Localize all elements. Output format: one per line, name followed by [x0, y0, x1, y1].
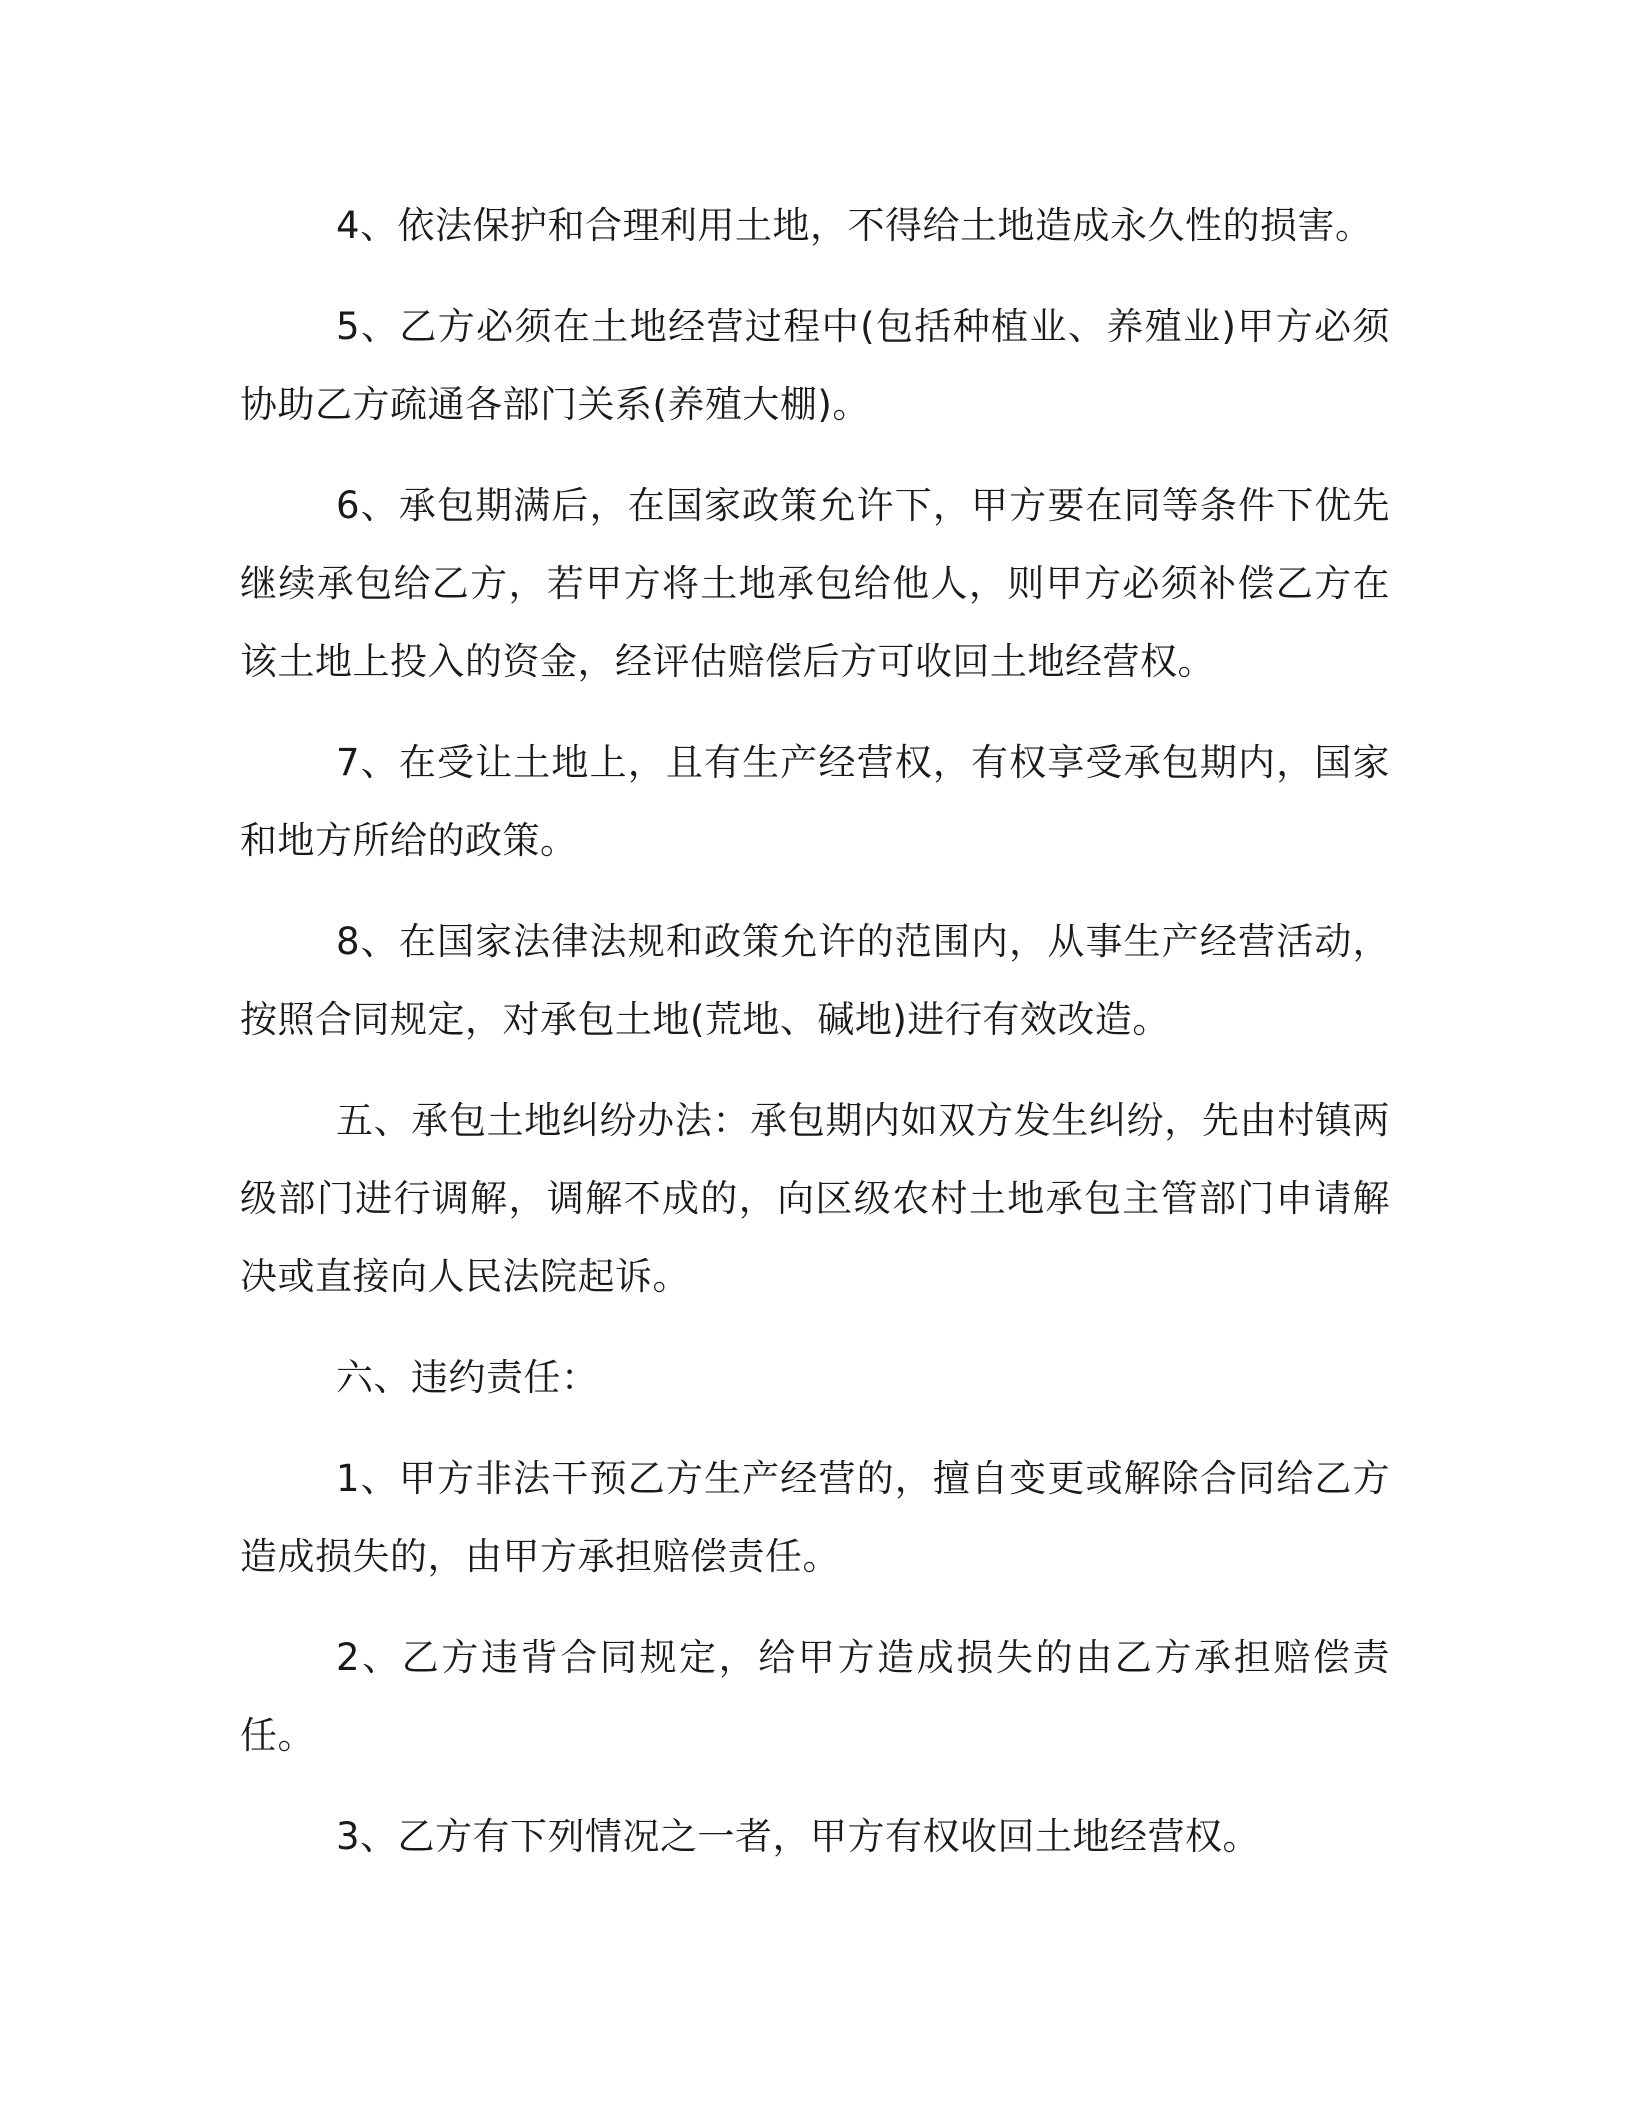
paragraph-contract-renewal: 6、承包期满后，在国家政策允许下，甲方要在同等条件下优先继续承包给乙方，若甲方将土地承包给他人，则甲方必须补偿乙方在该土地上投入的资金，经评估赔偿后方可收回土地经营权。	[240, 484, 1390, 683]
paragraph-operation-assistance: 5、乙方必须在土地经营过程中(包括种植业、养殖业)甲方必须协助乙方疏通各部门关系(养殖大棚)。	[240, 305, 1390, 426]
paragraph-revocation-conditions: 3、乙方有下列情况之一者，甲方有权收回土地经营权。	[336, 1815, 1261, 1858]
paragraph-party-b-liability: 2、乙方违背合同规定，给甲方造成损失的由乙方承担赔偿责任。	[240, 1636, 1390, 1757]
paragraph-dispute-resolution: 五、承包土地纠纷办法：承包期内如双方发生纠纷，先由村镇两级部门进行调解，调解不成的，向区级农村土地承包主管部门申请解决或直接向人民法院起诉。	[240, 1099, 1390, 1298]
section-heading-breach-liability: 六、违约责任：	[336, 1356, 599, 1399]
paragraph-protect-land: 4、依法保护和合理利用土地，不得给土地造成永久性的损害。	[336, 204, 1373, 247]
paragraph-policy-rights: 7、在受让土地上，且有生产经营权，有权享受承包期内，国家和地方所给的政策。	[240, 741, 1390, 862]
paragraph-party-a-liability: 1、甲方非法干预乙方生产经营的，擅自变更或解除合同给乙方造成损失的，由甲方承担赔偿责任。	[240, 1457, 1390, 1578]
paragraph-land-improvement: 8、在国家法律法规和政策允许的范围内，从事生产经营活动，按照合同规定，对承包土地(荒地、碱地)进行有效改造。	[240, 920, 1390, 1041]
document-body	[240, 187, 1390, 1899]
